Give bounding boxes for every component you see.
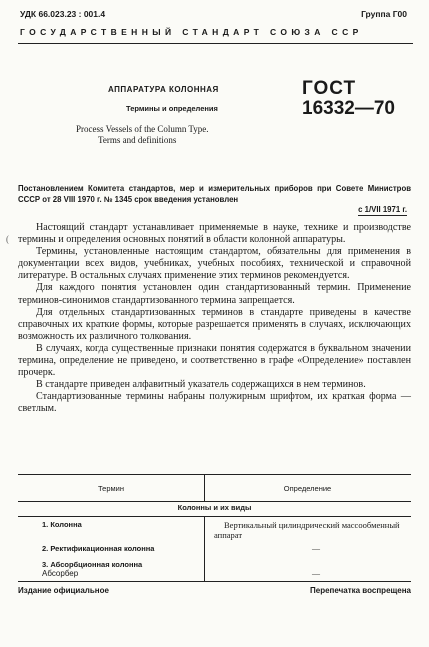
paragraph: В стандарте приведен алфавитный указатель содержащихся в нем терминов. xyxy=(36,379,366,391)
decree-text: Постановлением Комитета стандартов, мер и измерительных приборов при Совете Министров СССР от 28 VIII 1970 г. № 1345 срок введения установлен xyxy=(18,184,411,204)
english-title-line-1: Process Vessels of the Column Type. xyxy=(76,124,209,134)
column-divider xyxy=(204,516,205,581)
footer-official-edition: Издание официальное xyxy=(18,586,109,595)
paragraph: Термины, установленные настоящим стандартом, обязательны для применения в документации всех видов, учебниках, учебных пособиях, технической и справочной литературе. В остальных случаях применение этих терминов рекомендуется. xyxy=(18,246,411,282)
paragraph: В случаях, когда существенные признаки понятия содержатся в буквальном значении термина, определение не приведено, и соответственно в графе «Определение» поставлен прочерк. xyxy=(18,342,411,379)
definition-3: — xyxy=(312,569,320,578)
term-3-short-form: Абсорбер xyxy=(42,569,79,578)
udk-code: УДК 66.023.23 : 001.4 xyxy=(20,9,106,19)
column-header-term: Термин xyxy=(98,484,124,493)
footer-reprint-notice: Перепечатка воспрещена xyxy=(310,586,411,595)
paragraph: Для каждого понятия установлен один стандартизованный термин. Применение терминов-синонимов стандартизованного термина запрещается. xyxy=(18,282,411,306)
header-rule xyxy=(18,43,413,44)
document-subtitle: Термины и определения xyxy=(126,104,218,113)
decree-date: с 1/VII 1971 г. xyxy=(358,205,407,214)
document-title: АППАРАТУРА КОЛОННАЯ xyxy=(108,85,219,94)
definition-1: Вертикальный цилиндрический массообменный аппарат xyxy=(214,520,400,540)
gost-label: ГОСТ xyxy=(302,78,357,99)
term-2: 2. Ректификационная колонна xyxy=(42,544,155,553)
paragraph: Настоящий стандарт устанавливает применяемые в науке, технике и производстве термины и определения основных понятий в области колонной аппаратуры. xyxy=(18,222,411,246)
term-1: 1. Колонна xyxy=(42,520,82,529)
margin-mark: ( xyxy=(6,234,9,244)
term-3: 3. Абсорбционная колонна xyxy=(42,560,143,569)
column-divider xyxy=(204,475,205,501)
terms-table xyxy=(18,474,411,582)
section-label: Колонны и их виды xyxy=(177,503,252,512)
gost-number: 16332—70 xyxy=(302,98,395,119)
table-header-row xyxy=(18,475,411,502)
group-code: Группа Г00 xyxy=(361,9,407,19)
body-text xyxy=(18,222,411,416)
english-title-line-2: Terms and definitions xyxy=(98,135,177,145)
column-header-definition: Определение xyxy=(283,484,332,493)
english-title xyxy=(76,124,209,146)
definition-2: — xyxy=(312,544,320,553)
section-row xyxy=(18,501,411,517)
paragraph: Стандартизованные термины набраны полужирным шрифтом, их краткая форма — светлым. xyxy=(18,391,411,415)
standard-title: ГОСУДАРСТВЕННЫЙ СТАНДАРТ СОЮЗА ССР xyxy=(20,27,363,37)
paragraph: Для отдельных стандартизованных терминов в стандарте приведены в качестве справочных их краткие формы, которые разрешается применять в случаях, исключающих возможность их различного толкования. xyxy=(18,306,411,342)
